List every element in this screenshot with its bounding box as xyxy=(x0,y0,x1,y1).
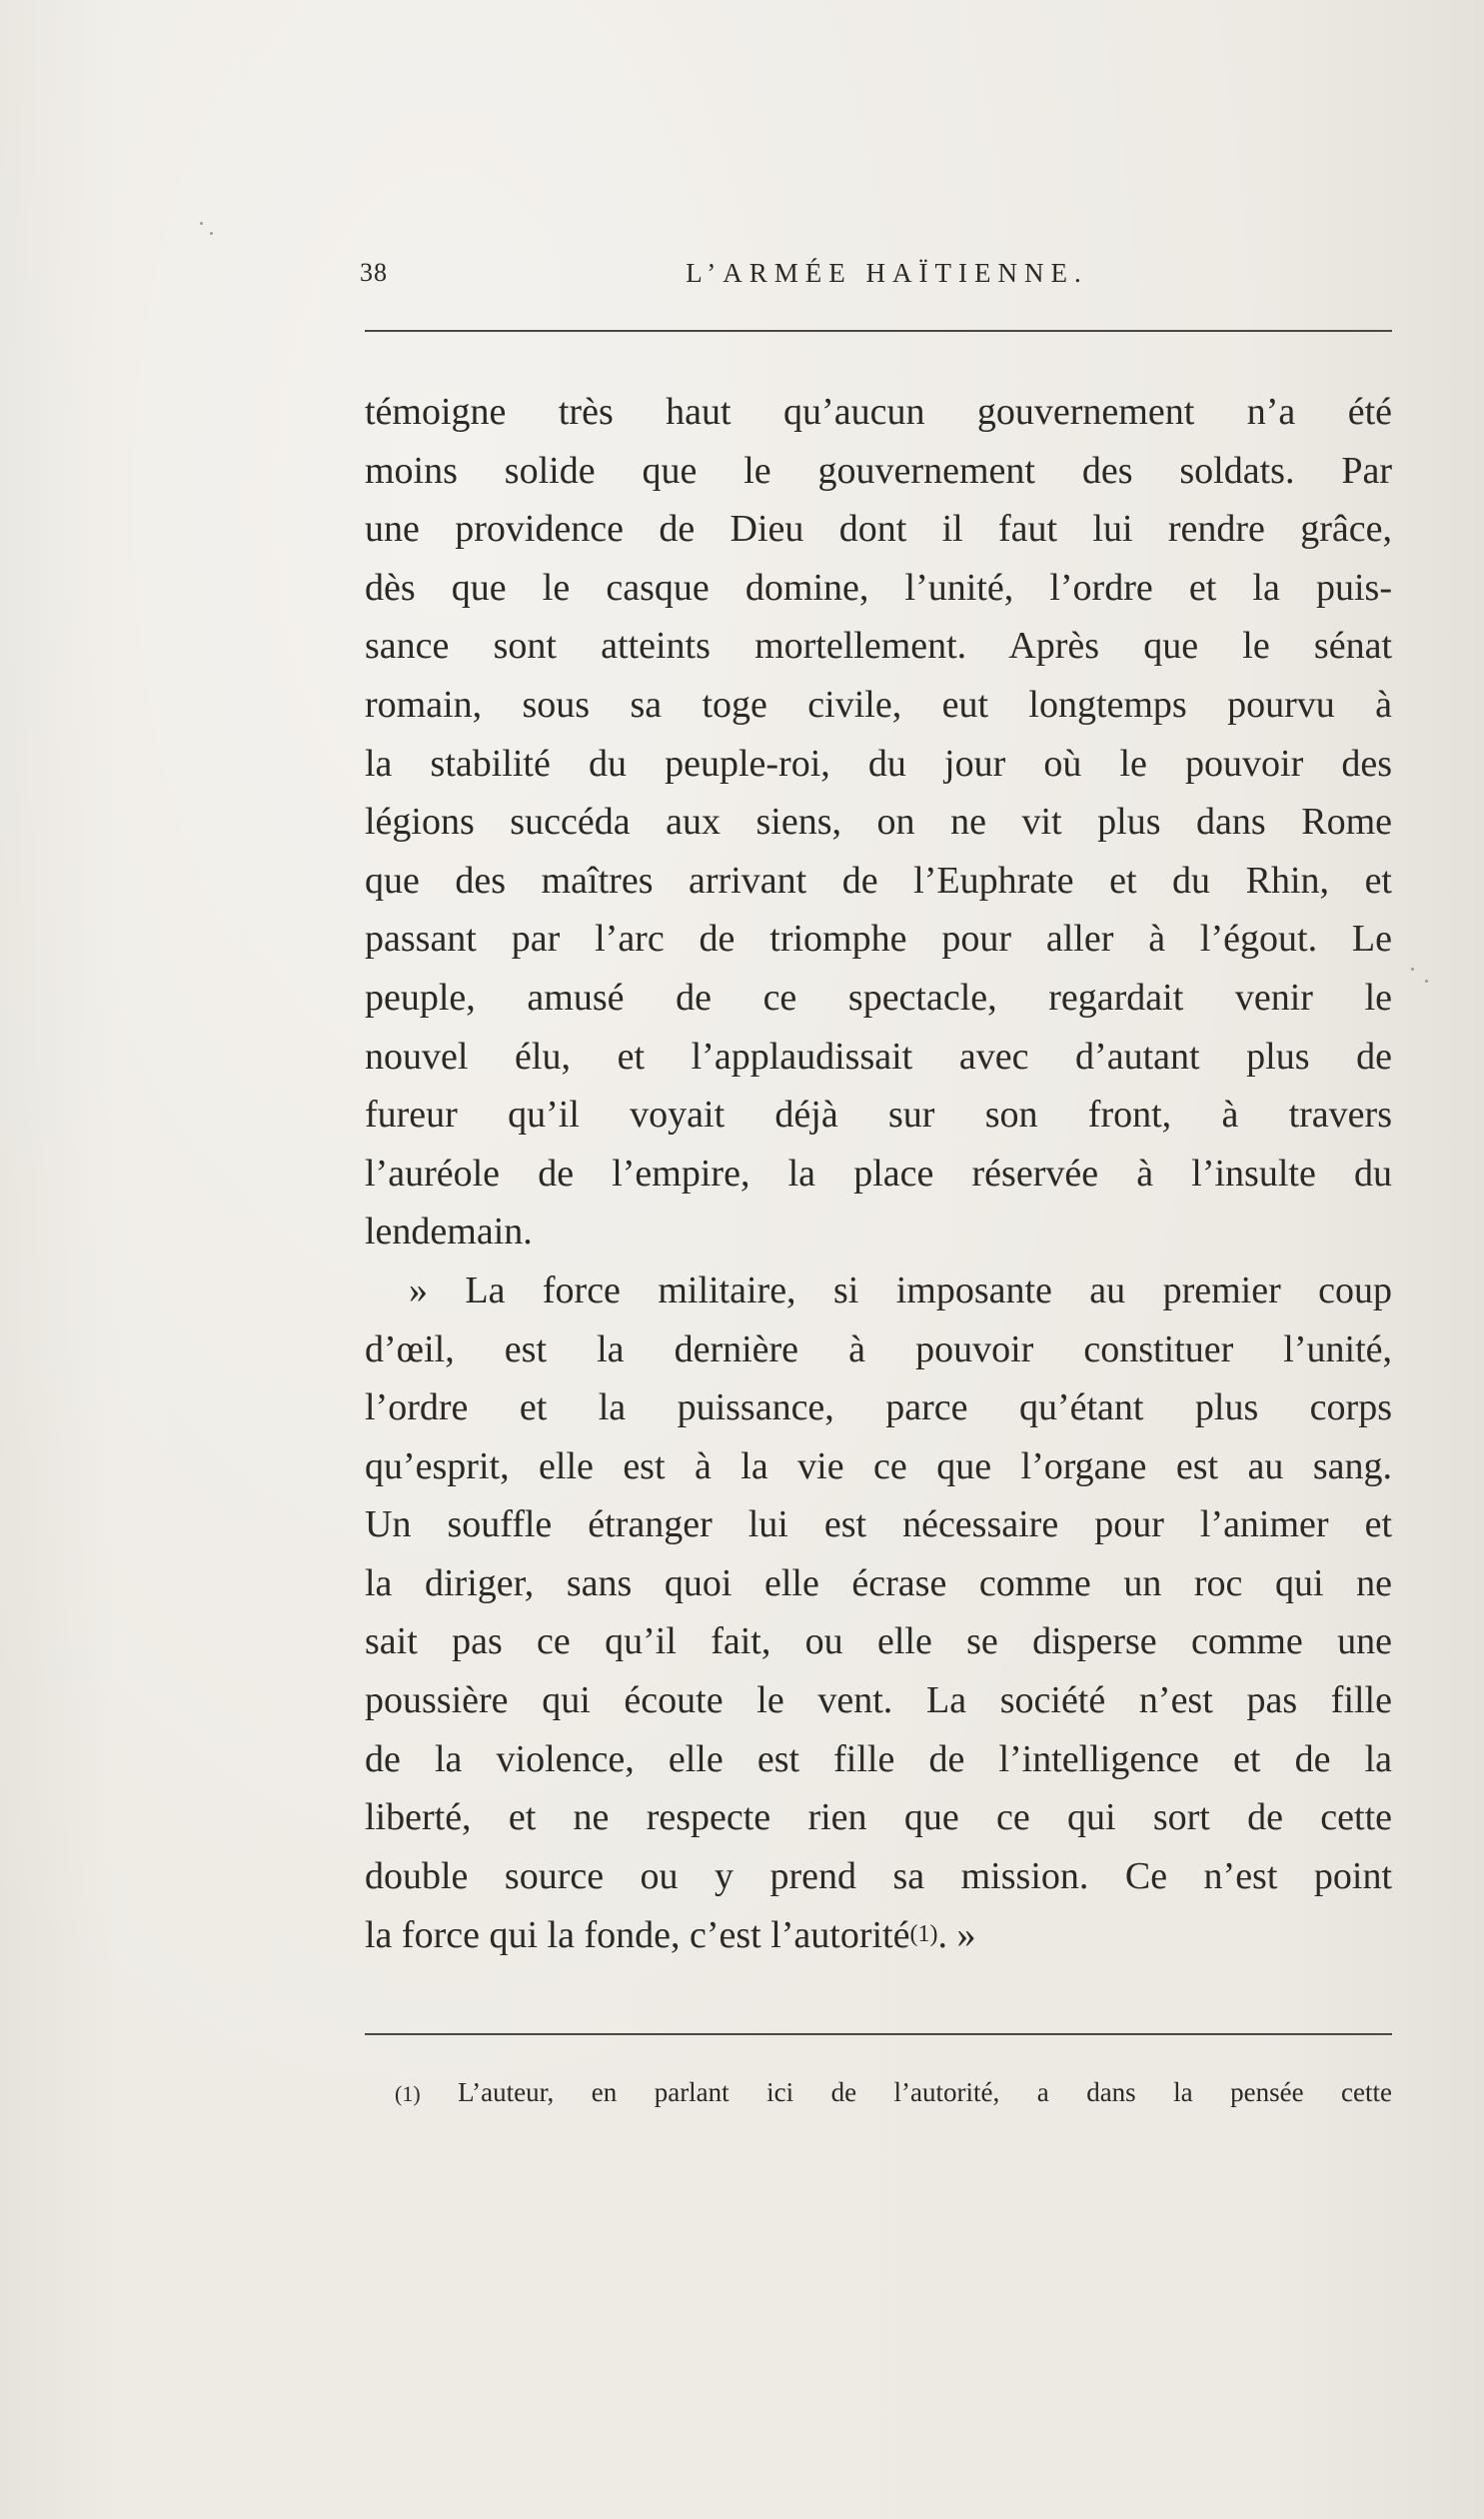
text-line: témoigne très haut qu’aucun gouvernement n’a été xyxy=(365,391,1392,433)
text-line: fureur qu’il voyait déjà sur son front, à travers xyxy=(365,1094,1392,1137)
header-rule xyxy=(365,330,1392,332)
text-line: liberté, et ne respecte rien que ce qui sort de cette xyxy=(365,1796,1392,1839)
text-line: passant par l’arc de triomphe pour aller à l’égout. Le xyxy=(365,918,1392,961)
paper-speck xyxy=(210,232,213,235)
text-line: peuple, amusé de ce spectacle, regardait venir le xyxy=(365,976,1392,1019)
text-line: sait pas ce qu’il fait, ou elle se disperse comme une xyxy=(365,1620,1392,1663)
running-title: L’ARMÉE HAÏTIENNE. xyxy=(686,258,1088,288)
footnote-rule xyxy=(365,2033,1392,2035)
text-line: l’ordre et la puissance, parce qu’étant plus corps xyxy=(365,1386,1392,1429)
closing-quote: . » xyxy=(937,1914,976,1957)
body-text xyxy=(365,383,1392,1964)
page-header xyxy=(360,258,1394,298)
text-line: sance sont atteints mortellement. Après que le sénat xyxy=(365,625,1392,668)
footnote-text: L’auteur, en parlant ici de l’autorité, a dans la pensée cette xyxy=(458,2077,1393,2107)
page-number: 38 xyxy=(360,258,388,287)
paper-speck xyxy=(200,222,203,225)
text-line: une providence de Dieu dont il faut lui rendre grâce, xyxy=(365,508,1392,551)
text-line: Un souffle étranger lui est nécessaire pour l’animer et xyxy=(365,1503,1392,1546)
text-line-content: la force qui la fonde, c’est l’autorité xyxy=(365,1914,910,1957)
paper-speck xyxy=(1425,980,1428,983)
text-line: dès que le casque domine, l’unité, l’ordre et la puis- xyxy=(365,566,1392,609)
text-line: nouvel élu, et l’applaudissait avec d’autant plus de xyxy=(365,1035,1392,1078)
text-line: légions succéda aux siens, on ne vit plus dans Rome xyxy=(365,801,1392,844)
text-line: romain, sous sa toge civile, eut longtemps pourvu à xyxy=(365,683,1392,726)
text-line: qu’esprit, elle est à la vie ce que l’organe est au sang. xyxy=(365,1444,1392,1487)
text-line: double source ou y prend sa mission. Ce n’est point xyxy=(365,1854,1392,1897)
text-line: l’auréole de l’empire, la place réservée à l’insulte du xyxy=(365,1152,1392,1195)
text-line: que des maîtres arrivant de l’Euphrate et du Rhin, et xyxy=(365,859,1392,902)
text-line: la diriger, sans quoi elle écrase comme un roc qui ne xyxy=(365,1561,1392,1604)
text-line: d’œil, est la dernière à pouvoir constituer l’unité, xyxy=(365,1327,1392,1370)
text-line: » La force militaire, si imposante au premier coup xyxy=(409,1268,1392,1311)
paper-speck xyxy=(1411,968,1414,971)
text-line: moins solide que le gouvernement des soldats. Par xyxy=(365,449,1392,492)
text-line: la stabilité du peuple-roi, du jour où le pouvoir des xyxy=(365,742,1392,785)
text-line: de la violence, elle est fille de l’intelligence et de la xyxy=(365,1737,1392,1780)
text-line-last xyxy=(365,1905,1392,1964)
footnote-reference[interactable]: (1) xyxy=(909,1921,938,1948)
text-line: lendemain. xyxy=(365,1211,533,1254)
footnote-mark: (1) xyxy=(395,2081,421,2106)
text-line: poussière qui écoute le vent. La société n’est pas fille xyxy=(365,1679,1392,1722)
footnote xyxy=(395,2072,1392,2114)
